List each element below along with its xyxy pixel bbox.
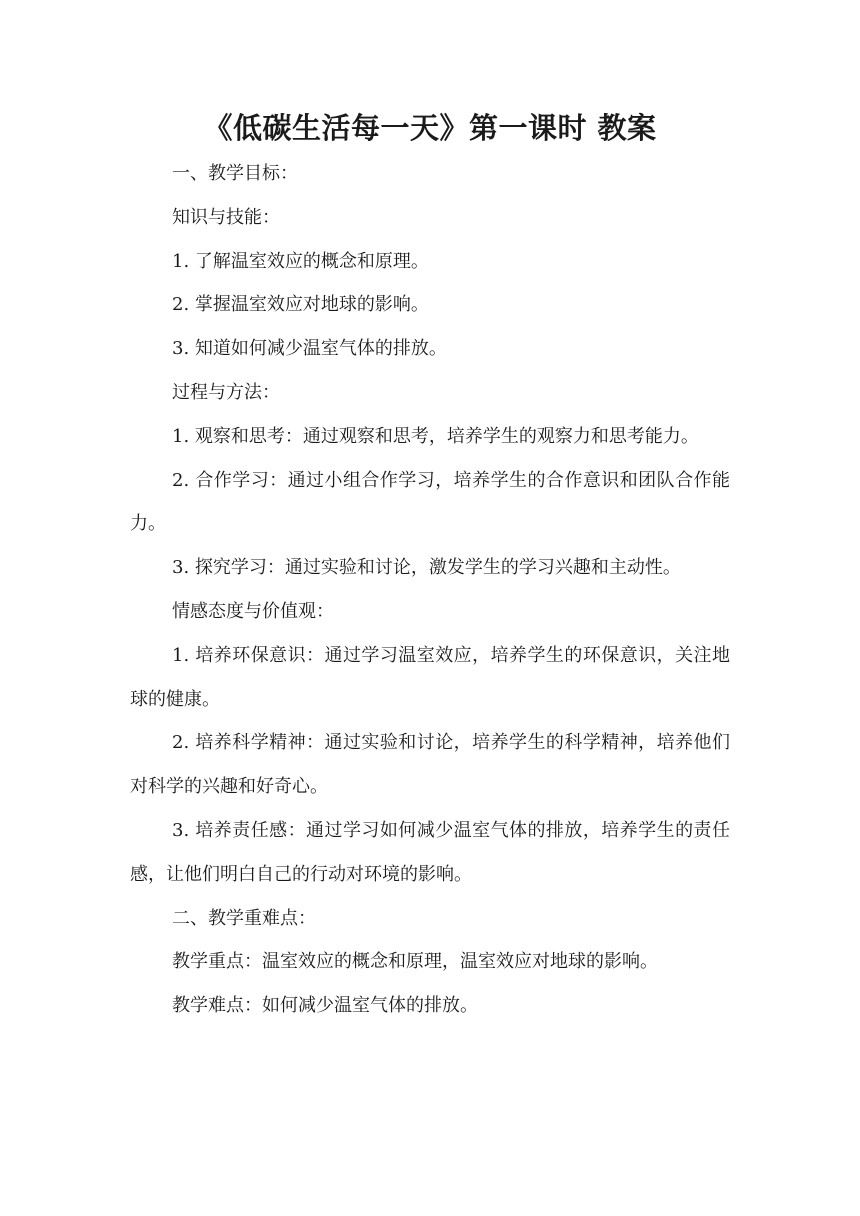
- list-item: 3. 探究学习：通过实验和讨论，激发学生的学习兴趣和主动性。: [172, 557, 681, 579]
- list-item: 1. 了解温室效应的概念和原理。: [172, 250, 429, 272]
- document-title: 《低碳生活每一天》第一课时 教案: [203, 111, 657, 145]
- list-item: 3. 知道如何减少温室气体的排放。: [172, 338, 447, 360]
- list-item: 1. 观察和思考：通过观察和思考，培养学生的观察力和思考能力。: [172, 425, 699, 447]
- section-heading-objectives: 一、教学目标：: [172, 163, 298, 184]
- list-item: 2. 培养科学精神：通过实验和讨论，培养学生的科学精神，培养他们对科学的兴趣和好奇心。: [130, 732, 730, 798]
- list-item: 2. 合作学习：通过小组合作学习，培养学生的合作意识和团队合作能力。: [130, 469, 730, 535]
- list-item: 3. 培养责任感：通过学习如何减少温室气体的排放，培养学生的责任感，让他们明白自己的行动对环境的影响。: [130, 819, 730, 885]
- document-body: [130, 152, 730, 1028]
- list-item: 1. 培养环保意识：通过学习温室效应，培养学生的环保意识，关注地球的健康。: [130, 644, 730, 710]
- subheading-process-methods: 过程与方法：: [172, 381, 280, 403]
- subheading-knowledge-skills: 知识与技能：: [172, 206, 280, 228]
- list-item: 2. 掌握温室效应对地球的影响。: [172, 294, 429, 316]
- paragraph-key-point: 教学重点：温室效应的概念和原理，温室效应对地球的影响。: [172, 951, 658, 973]
- paragraph-difficulty: 教学难点：如何减少温室气体的排放。: [172, 995, 478, 1017]
- subheading-attitudes-values: 情感态度与价值观：: [172, 600, 334, 622]
- section-heading-key-points: 二、教学重难点：: [172, 907, 316, 929]
